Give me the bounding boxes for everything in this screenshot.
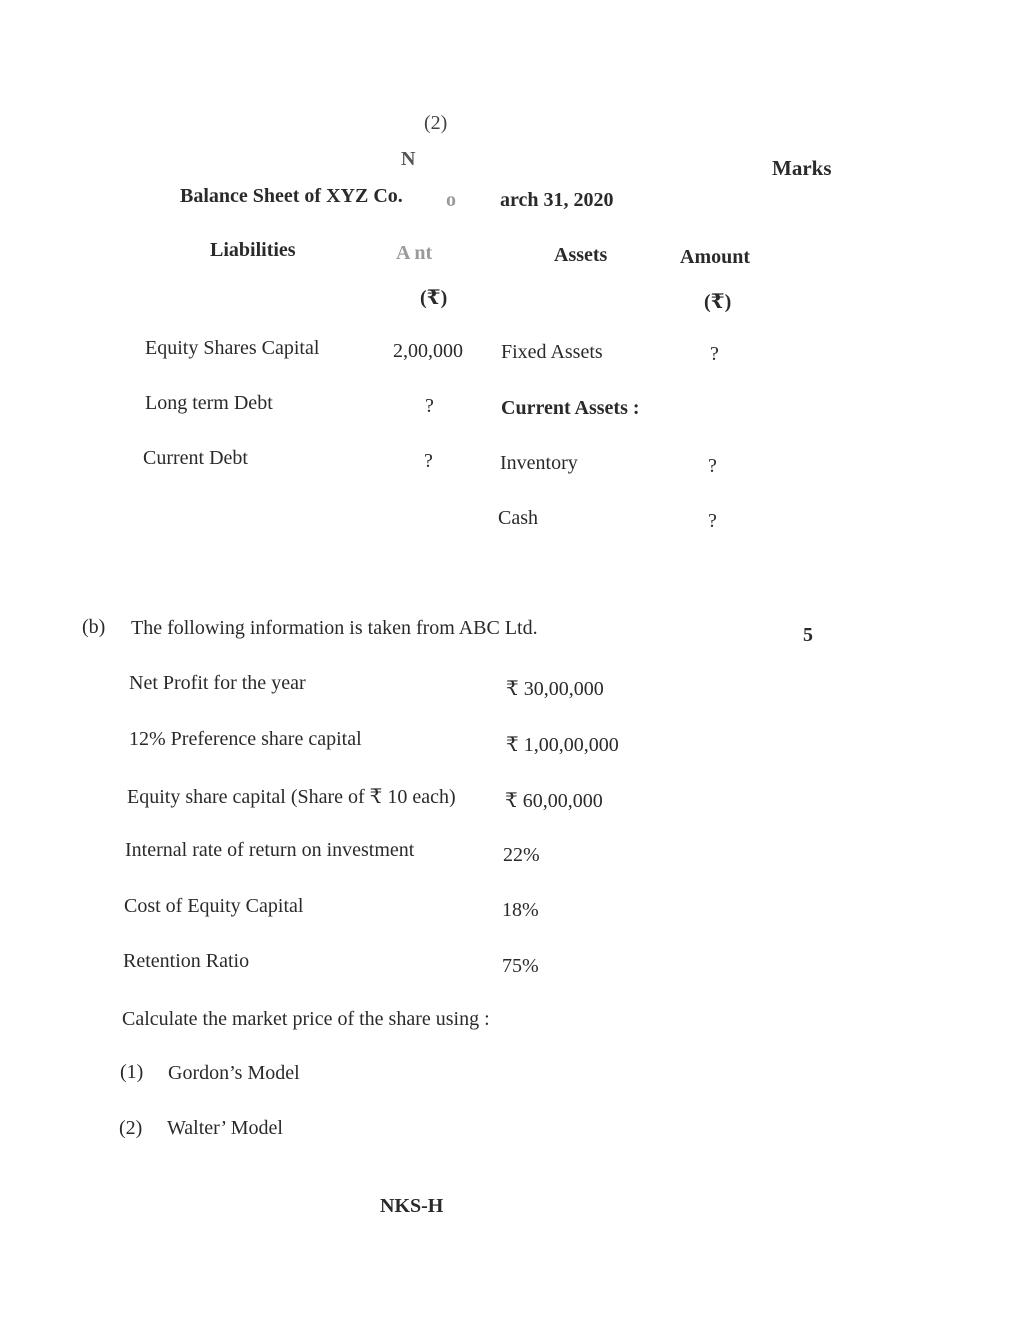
balance-sheet-title-faded: o	[446, 189, 456, 211]
asset-amount: ?	[708, 455, 717, 477]
liability-label: Current Debt	[143, 447, 248, 469]
column-header-assets: Assets	[554, 244, 608, 266]
info-label: 12% Preference share capital	[129, 728, 362, 750]
liability-label: Equity Shares Capital	[145, 337, 320, 359]
asset-label: Inventory	[500, 452, 578, 474]
currency-label-assets: (₹)	[704, 291, 732, 313]
model-name: Gordon’s Model	[168, 1062, 300, 1084]
faded-header-letter: N	[401, 148, 416, 170]
paper-code: NKS-H	[380, 1195, 444, 1217]
info-label: Equity share capital (Share of ₹ 10 each)	[127, 786, 456, 808]
info-value: 22%	[503, 844, 540, 866]
liability-amount: ?	[424, 450, 433, 472]
page-number: (2)	[424, 112, 448, 134]
model-name: Walter’ Model	[167, 1117, 283, 1139]
balance-sheet-title: Balance Sheet of XYZ Co.	[180, 185, 403, 207]
currency-label-liabilities: (₹)	[420, 287, 448, 309]
question-marks: 5	[803, 624, 813, 646]
model-number: (2)	[119, 1117, 143, 1139]
info-label: Cost of Equity Capital	[124, 895, 304, 917]
info-label: Internal rate of return on investment	[125, 839, 415, 861]
calculation-instruction: Calculate the market price of the share using :	[122, 1008, 490, 1030]
liability-amount: 2,00,000	[393, 340, 463, 362]
column-header-amount-assets: Amount	[680, 246, 751, 268]
asset-label: Fixed Assets	[501, 341, 603, 363]
info-label: Net Profit for the year	[129, 672, 306, 694]
info-value: ₹ 60,00,000	[505, 790, 603, 812]
asset-amount: ?	[710, 343, 719, 365]
column-header-amount-liabilities: A nt	[396, 242, 433, 264]
asset-label-current-assets: Current Assets :	[501, 397, 640, 419]
info-value: 75%	[502, 955, 539, 977]
balance-sheet-date: arch 31, 2020	[500, 189, 614, 211]
asset-amount: ?	[708, 510, 717, 532]
info-label: Retention Ratio	[123, 950, 250, 972]
info-value: 18%	[502, 899, 539, 921]
liability-amount: ?	[425, 395, 434, 417]
liability-label: Long term Debt	[145, 392, 273, 414]
model-number: (1)	[120, 1061, 144, 1083]
column-header-liabilities: Liabilities	[210, 239, 296, 261]
marks-label: Marks	[772, 156, 832, 180]
info-value: ₹ 1,00,00,000	[506, 734, 619, 756]
question-intro: The following information is taken from ABC Ltd.	[131, 617, 538, 639]
info-value: ₹ 30,00,000	[506, 678, 604, 700]
asset-label: Cash	[498, 507, 538, 529]
question-part-marker: (b)	[82, 616, 106, 638]
